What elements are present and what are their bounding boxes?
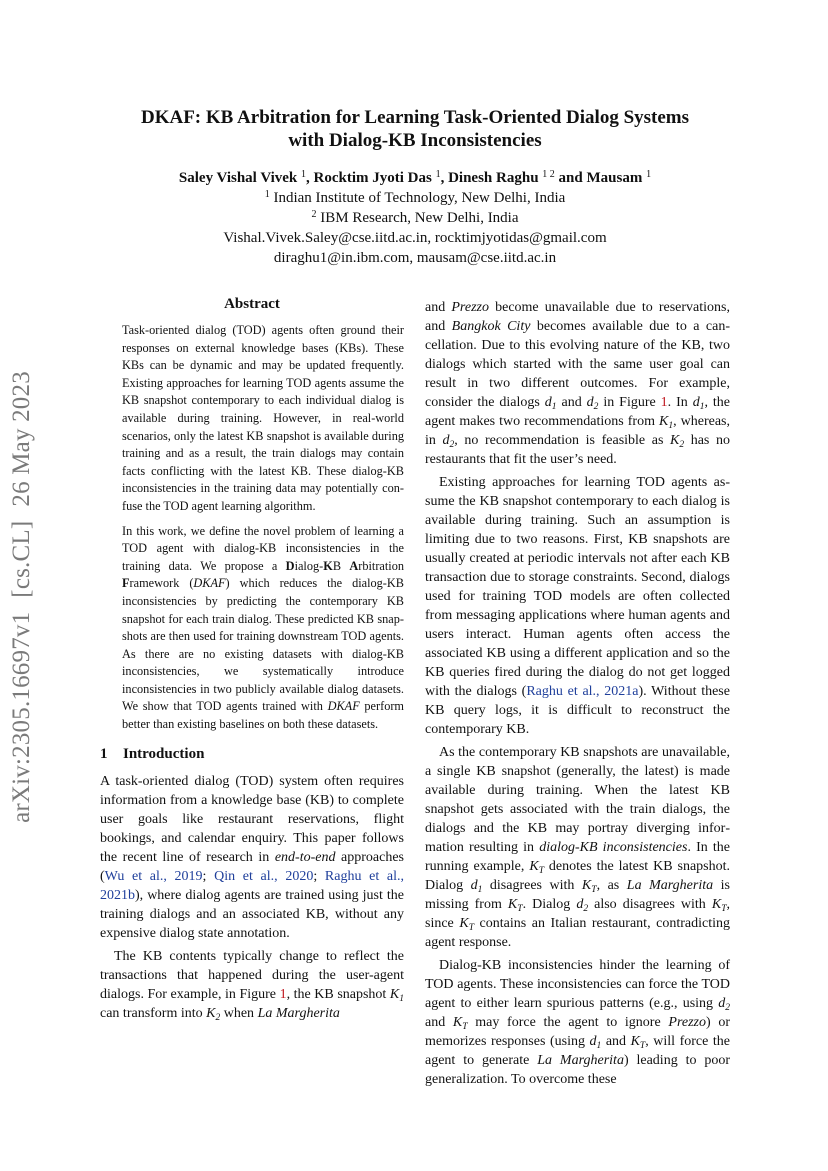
abstract-paragraph-1: Task-oriented dialog (TOD) agents often ground their responses on external knowledge bases (KBs). These KBs can be dynamic and may be updated frequently. Existing approaches for learning TOD agents assume the KB snapshot contemporary to each individual dialog is available during training. However, in real-world scenarios, only the latest KB snapshot is available during training and as a result, the train dialogs may contain facts conflicting with the latest KB. These dialog-KB inconsistencies in the training data may potentially confuse the TOD agent learning algorithm. xyxy=(122,323,404,513)
author-3-affil: 1 2 xyxy=(542,169,555,180)
arxiv-date: 26 May 2023 xyxy=(8,371,35,507)
arxiv-id: arXiv:2305.16697v1 xyxy=(8,611,35,823)
intro-paragraph-1: A task-oriented dialog (TOD) system often requires information from a knowledge base (KB) to complete user goals like restaurant reservations, flight bookings, and calendar enquiry. This paper follows the recent line of research in end-to-end approaches (Wu et al., 2019; Qin et al., 2020; Raghu et al., 2021b), where dialog agents are trained using just the training dialogs and an associated KB, without any expensive dialog state annotation. xyxy=(100,773,404,941)
citation-raghu-2021b[interactable]: Raghu et al., 2021b xyxy=(100,868,404,903)
figure-1-ref-right[interactable]: 1 xyxy=(660,395,668,410)
right-paragraph-2: Existing approaches for learning TOD agents assume the KB snapshot contemporary to each dialog is available during training. Such an assumption is limiting due to two reasons. First, KB snapshots are usually created at periodic intervals not after each KB transaction due to storage constraints. Second, dialogs used for training TOD models are often collected from messaging applications where human agents and users interact. Human agents often access the associated KB using a different application and so the KB queries fired during the dialog do not get logged with the dialogs (Raghu et al., 2021a). Without these KB query logs, it is difficult to reconstruct the contemporary KB. xyxy=(425,475,730,737)
author-1: Saley Vishal Vivek xyxy=(178,170,298,186)
emails-line-2: diraghu1@in.ibm.com, mausam@cse.iitd.ac.in xyxy=(273,250,557,266)
abstract-paragraph-2: In this work, we define the novel problem of learning a TOD agent with dialog-KB inconsistencies in the training data. We propose a Dialog-KB Arbitration Framework (DKAF) which reduces the dialog-KB inconsistencies by predicting the contemporary KB snapshot for each train dialog. These predicted KB snapshots are then used for training downstream TOD agents. As there are no existing datasets with dialog-KB inconsistencies, we systematically introduce inconsistencies in two publicly available dialog datasets. We show that TOD agents trained with DKAF perform better than existing baselines on both these datasets. xyxy=(122,523,405,732)
citation-qin-2020[interactable]: Qin et al., 2020 xyxy=(214,868,314,884)
arxiv-category: [cs.CL] xyxy=(8,520,35,598)
figure-1-ref[interactable]: 1 xyxy=(279,986,287,1002)
author-names: Saley Vishal Vivek $^1$, Rocktim Jyoti Das $^1$, Dinesh Raghu $^{1 2}$ and Mausam $^1$ xyxy=(178,169,652,186)
abstract xyxy=(122,322,404,734)
author-block xyxy=(100,168,730,268)
author-2: Rocktim Jyoti Das xyxy=(313,170,432,186)
affiliation-2: $^2$ IBM Research, New Delhi, India xyxy=(311,209,519,226)
author-2-affil: 1 xyxy=(435,169,441,180)
affiliation-1: $^1$ Indian Institute of Technology, New Delhi, India xyxy=(264,189,566,206)
citation-wu-2019[interactable]: Wu et al., 2019 xyxy=(104,868,203,884)
intro-paragraph-2: The KB contents typically change to reflect the transactions that happened during the user-agent dialogs. For example, in Figure 1, the KB snapshot $K_1$ can transform into $K_2$ when La Margherita xyxy=(100,948,404,1023)
author-4-affil: 1 xyxy=(646,169,652,180)
arxiv-stamp xyxy=(8,357,36,823)
author-4: Mausam xyxy=(586,170,643,186)
author-1-affil: 1 xyxy=(301,169,307,180)
citation-raghu-2021a[interactable]: Raghu et al., 2021a xyxy=(526,684,639,699)
title-line-1: DKAF: KB Arbitration for Learning Task-Oriented Dialog Systems xyxy=(140,107,690,128)
right-paragraph-3: As the contemporary KB snapshots are unavailable, a single KB snapshot (generally, the latest) is made available during training. When the latest KB snapshot gets associated with the train dialogs, the dialogs and the KB may portray diverging information resulting in dialog-KB inconsistencies. In the running example, $K_T$ denotes the latest KB snapshot. Dialog $d_1$ disagrees with $K_T$, as La Margherita is missing from $K_T$. Dialog $d_2$ also disagrees with $K_T$, since $K_T$ contains an Italian restaurant, contradicting agent response. xyxy=(425,745,731,950)
left-column xyxy=(100,296,404,1023)
introduction-body xyxy=(100,772,404,1023)
abstract-heading: Abstract xyxy=(224,296,280,312)
title-line-2: with Dialog-KB Inconsistencies xyxy=(288,130,542,151)
right-paragraph-4: Dialog-KB inconsistencies hinder the learning of TOD agents. These inconsistencies can force the TOD agent to either learn spurious patterns (e.g., using $d_2$ and $K_T$ may force the agent to ignore Prezzo) or memorizes responses (using $d_1$ and $K_T$, will force the agent to generate La Margherita) leading to poor generalization. To overcome these xyxy=(425,958,731,1087)
right-paragraph-1: and Prezzo become unavailable due to reservations, and Bangkok City becomes available due to a cancellation. Due to this evolving nature of the KB, two dialogs which started with the same user goal can result in two different outcomes. For example, consider the dialogs $d_1$ and $d_2$ in Figure 1. In $d_1$, the agent makes two recommendations from $K_1$, whereas, in $d_2$, no recommendation is feasible as $K_2$ has no restaurants that fit the user’s need. xyxy=(425,300,731,467)
emails-line-1: Vishal.Vivek.Saley@cse.iitd.ac.in, rocktimjyotidas@gmail.com xyxy=(223,230,607,246)
section-heading-introduction: 1 Introduction xyxy=(100,745,205,762)
author-3: Dinesh Raghu xyxy=(448,170,539,186)
right-column xyxy=(425,298,730,1089)
paper-title xyxy=(100,106,730,152)
